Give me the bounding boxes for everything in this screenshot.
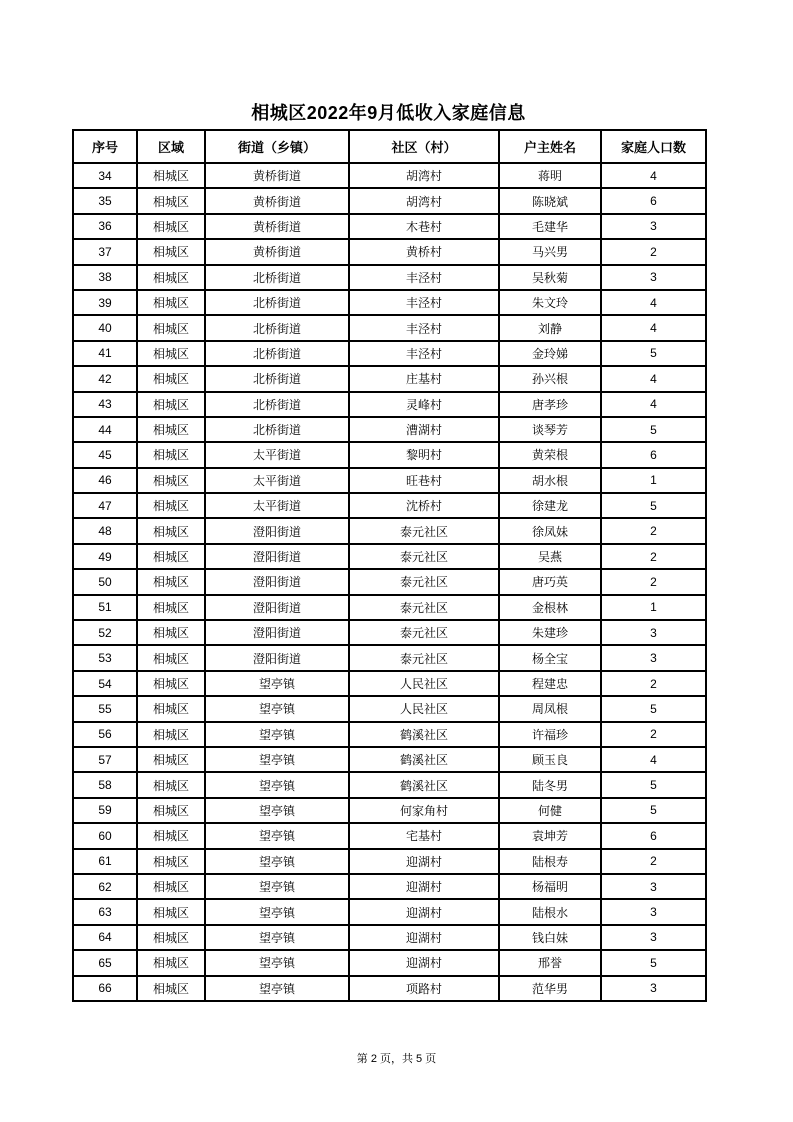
table-cell: 黄桥街道 xyxy=(205,188,349,213)
table-cell: 63 xyxy=(73,899,137,924)
table-cell: 泰元社区 xyxy=(349,544,499,569)
table-row xyxy=(73,569,706,594)
table-row xyxy=(73,417,706,442)
table-row xyxy=(73,442,706,467)
table-cell: 4 xyxy=(601,747,706,772)
table-cell: 钱白妹 xyxy=(499,925,601,950)
table-header-row xyxy=(73,130,706,163)
table-cell: 45 xyxy=(73,442,137,467)
table-cell: 澄阳街道 xyxy=(205,544,349,569)
table-cell: 1 xyxy=(601,595,706,620)
table-cell: 2 xyxy=(601,671,706,696)
table-cell: 3 xyxy=(601,976,706,1001)
table-cell: 唐孝珍 xyxy=(499,392,601,417)
table-row xyxy=(73,595,706,620)
table-cell: 相城区 xyxy=(137,772,205,797)
table-cell: 澄阳街道 xyxy=(205,645,349,670)
table-cell: 59 xyxy=(73,798,137,823)
table-cell: 沈桥村 xyxy=(349,493,499,518)
table-cell: 胡湾村 xyxy=(349,188,499,213)
table-cell: 鹤溪社区 xyxy=(349,722,499,747)
table-cell: 34 xyxy=(73,163,137,188)
table-cell: 太平街道 xyxy=(205,442,349,467)
table-cell: 吴燕 xyxy=(499,544,601,569)
table-cell: 人民社区 xyxy=(349,671,499,696)
table-cell: 太平街道 xyxy=(205,493,349,518)
table-cell: 望亭镇 xyxy=(205,976,349,1001)
table-cell: 望亭镇 xyxy=(205,874,349,899)
table-cell: 望亭镇 xyxy=(205,671,349,696)
table-cell: 孙兴根 xyxy=(499,366,601,391)
table-cell: 顾玉良 xyxy=(499,747,601,772)
table-cell: 相城区 xyxy=(137,493,205,518)
table-row xyxy=(73,747,706,772)
table-row xyxy=(73,468,706,493)
table-cell: 3 xyxy=(601,214,706,239)
table-cell: 相城区 xyxy=(137,620,205,645)
table-cell: 42 xyxy=(73,366,137,391)
table-cell: 5 xyxy=(601,493,706,518)
table-cell: 49 xyxy=(73,544,137,569)
table-row xyxy=(73,265,706,290)
table-row xyxy=(73,696,706,721)
table-cell: 相城区 xyxy=(137,950,205,975)
table-cell: 54 xyxy=(73,671,137,696)
table-cell: 相城区 xyxy=(137,722,205,747)
table-cell: 蒋明 xyxy=(499,163,601,188)
table-cell: 61 xyxy=(73,849,137,874)
table-cell: 相城区 xyxy=(137,671,205,696)
table-cell: 金玲娣 xyxy=(499,341,601,366)
table-cell: 丰泾村 xyxy=(349,265,499,290)
table-cell: 泰元社区 xyxy=(349,569,499,594)
table-cell: 迎湖村 xyxy=(349,950,499,975)
table-cell: 北桥街道 xyxy=(205,417,349,442)
table-row xyxy=(73,899,706,924)
table-cell: 相城区 xyxy=(137,188,205,213)
table-cell: 望亭镇 xyxy=(205,950,349,975)
table-cell: 相城区 xyxy=(137,392,205,417)
table-cell: 相城区 xyxy=(137,874,205,899)
table-row xyxy=(73,950,706,975)
table-row xyxy=(73,392,706,417)
table-cell: 望亭镇 xyxy=(205,849,349,874)
table-cell: 3 xyxy=(601,925,706,950)
table-cell: 62 xyxy=(73,874,137,899)
table-cell: 相城区 xyxy=(137,925,205,950)
table-cell: 望亭镇 xyxy=(205,722,349,747)
table-cell: 泰元社区 xyxy=(349,518,499,543)
table-cell: 相城区 xyxy=(137,645,205,670)
table-cell: 北桥街道 xyxy=(205,392,349,417)
table-cell: 50 xyxy=(73,569,137,594)
table-cell: 5 xyxy=(601,950,706,975)
table-cell: 2 xyxy=(601,849,706,874)
table-cell: 周凤根 xyxy=(499,696,601,721)
table-cell: 胡湾村 xyxy=(349,163,499,188)
table-cell: 袁坤芳 xyxy=(499,823,601,848)
table-row xyxy=(73,620,706,645)
table-cell: 相城区 xyxy=(137,747,205,772)
table-cell: 4 xyxy=(601,290,706,315)
table-cell: 望亭镇 xyxy=(205,696,349,721)
table-cell: 北桥街道 xyxy=(205,290,349,315)
table-cell: 51 xyxy=(73,595,137,620)
table-cell: 望亭镇 xyxy=(205,899,349,924)
table-row xyxy=(73,163,706,188)
table-cell: 相城区 xyxy=(137,442,205,467)
page-title: 相城区2022年9月低收入家庭信息 xyxy=(251,103,526,123)
column-header: 区域 xyxy=(137,130,205,163)
table-cell: 相城区 xyxy=(137,518,205,543)
table-row xyxy=(73,671,706,696)
table-row xyxy=(73,925,706,950)
table-cell: 5 xyxy=(601,417,706,442)
table-cell: 旺巷村 xyxy=(349,468,499,493)
table-cell: 5 xyxy=(601,696,706,721)
table-row xyxy=(73,645,706,670)
table-cell: 北桥街道 xyxy=(205,265,349,290)
table-cell: 3 xyxy=(601,645,706,670)
table-cell: 泰元社区 xyxy=(349,620,499,645)
table-cell: 丰泾村 xyxy=(349,315,499,340)
table-cell: 太平街道 xyxy=(205,468,349,493)
table-cell: 5 xyxy=(601,772,706,797)
table-cell: 北桥街道 xyxy=(205,315,349,340)
table-cell: 相城区 xyxy=(137,899,205,924)
table-cell: 毛建华 xyxy=(499,214,601,239)
table-row xyxy=(73,290,706,315)
table-cell: 3 xyxy=(601,265,706,290)
table-cell: 何家角村 xyxy=(349,798,499,823)
table-cell: 何健 xyxy=(499,798,601,823)
table-cell: 唐巧英 xyxy=(499,569,601,594)
table-cell: 2 xyxy=(601,569,706,594)
table-cell: 46 xyxy=(73,468,137,493)
table-cell: 澄阳街道 xyxy=(205,569,349,594)
table-row xyxy=(73,518,706,543)
table-cell: 相城区 xyxy=(137,315,205,340)
table-cell: 望亭镇 xyxy=(205,747,349,772)
table-cell: 相城区 xyxy=(137,544,205,569)
table-cell: 漕湖村 xyxy=(349,417,499,442)
table-cell: 邢誉 xyxy=(499,950,601,975)
table-cell: 朱建珍 xyxy=(499,620,601,645)
table-row xyxy=(73,798,706,823)
table-cell: 41 xyxy=(73,341,137,366)
table-cell: 范华男 xyxy=(499,976,601,1001)
table-cell: 陆根寿 xyxy=(499,849,601,874)
table-cell: 56 xyxy=(73,722,137,747)
table-cell: 5 xyxy=(601,341,706,366)
table-row xyxy=(73,493,706,518)
table-row xyxy=(73,239,706,264)
table-cell: 刘静 xyxy=(499,315,601,340)
table-row xyxy=(73,772,706,797)
table-cell: 望亭镇 xyxy=(205,772,349,797)
table-cell: 迎湖村 xyxy=(349,925,499,950)
low-income-family-table xyxy=(72,129,707,1002)
table-cell: 项路村 xyxy=(349,976,499,1001)
table-row xyxy=(73,188,706,213)
table-row xyxy=(73,823,706,848)
table-cell: 黄荣根 xyxy=(499,442,601,467)
table-cell: 北桥街道 xyxy=(205,341,349,366)
table-cell: 4 xyxy=(601,392,706,417)
table-cell: 澄阳街道 xyxy=(205,518,349,543)
table-cell: 52 xyxy=(73,620,137,645)
table-cell: 胡水根 xyxy=(499,468,601,493)
table-cell: 望亭镇 xyxy=(205,823,349,848)
table-cell: 5 xyxy=(601,798,706,823)
table-cell: 黄桥街道 xyxy=(205,239,349,264)
table-cell: 66 xyxy=(73,976,137,1001)
table-cell: 澄阳街道 xyxy=(205,620,349,645)
table-cell: 相城区 xyxy=(137,163,205,188)
table-cell: 迎湖村 xyxy=(349,874,499,899)
table-cell: 泰元社区 xyxy=(349,595,499,620)
table-cell: 谈琴芳 xyxy=(499,417,601,442)
table-cell: 相城区 xyxy=(137,290,205,315)
table-cell: 3 xyxy=(601,620,706,645)
table-cell: 35 xyxy=(73,188,137,213)
table-cell: 黄桥村 xyxy=(349,239,499,264)
table-cell: 相城区 xyxy=(137,341,205,366)
table-cell: 相城区 xyxy=(137,569,205,594)
table-cell: 陈晓斌 xyxy=(499,188,601,213)
table-cell: 64 xyxy=(73,925,137,950)
table-row xyxy=(73,722,706,747)
table-cell: 57 xyxy=(73,747,137,772)
table-cell: 44 xyxy=(73,417,137,442)
table-row xyxy=(73,315,706,340)
table-cell: 相城区 xyxy=(137,849,205,874)
table-cell: 北桥街道 xyxy=(205,366,349,391)
table-cell: 4 xyxy=(601,315,706,340)
table-cell: 黄桥街道 xyxy=(205,214,349,239)
table-cell: 2 xyxy=(601,544,706,569)
table-cell: 6 xyxy=(601,442,706,467)
table-cell: 庄基村 xyxy=(349,366,499,391)
table-cell: 朱文玲 xyxy=(499,290,601,315)
table-cell: 丰泾村 xyxy=(349,341,499,366)
table-cell: 相城区 xyxy=(137,265,205,290)
table-cell: 人民社区 xyxy=(349,696,499,721)
table-row xyxy=(73,874,706,899)
table-cell: 37 xyxy=(73,239,137,264)
column-header: 序号 xyxy=(73,130,137,163)
table-cell: 陆根水 xyxy=(499,899,601,924)
table-cell: 36 xyxy=(73,214,137,239)
table-cell: 鹤溪社区 xyxy=(349,772,499,797)
table-cell: 金根林 xyxy=(499,595,601,620)
table-cell: 徐建龙 xyxy=(499,493,601,518)
table-cell: 3 xyxy=(601,899,706,924)
table-cell: 黎明村 xyxy=(349,442,499,467)
table-cell: 相城区 xyxy=(137,366,205,391)
table-cell: 相城区 xyxy=(137,798,205,823)
table-cell: 陆冬男 xyxy=(499,772,601,797)
table-cell: 迎湖村 xyxy=(349,899,499,924)
table-cell: 6 xyxy=(601,188,706,213)
column-header: 社区（村） xyxy=(349,130,499,163)
table-cell: 黄桥街道 xyxy=(205,163,349,188)
table-cell: 望亭镇 xyxy=(205,925,349,950)
table-cell: 4 xyxy=(601,366,706,391)
table-cell: 39 xyxy=(73,290,137,315)
table-cell: 许福珍 xyxy=(499,722,601,747)
table-cell: 4 xyxy=(601,163,706,188)
table-cell: 杨福明 xyxy=(499,874,601,899)
table-row xyxy=(73,976,706,1001)
table-cell: 迎湖村 xyxy=(349,849,499,874)
table-cell: 相城区 xyxy=(137,976,205,1001)
table-cell: 相城区 xyxy=(137,214,205,239)
table-cell: 泰元社区 xyxy=(349,645,499,670)
table-cell: 43 xyxy=(73,392,137,417)
table-cell: 徐凤妹 xyxy=(499,518,601,543)
table-cell: 丰泾村 xyxy=(349,290,499,315)
table-cell: 38 xyxy=(73,265,137,290)
table-cell: 55 xyxy=(73,696,137,721)
column-header: 街道（乡镇） xyxy=(205,130,349,163)
table-cell: 澄阳街道 xyxy=(205,595,349,620)
table-cell: 马兴男 xyxy=(499,239,601,264)
table-cell: 40 xyxy=(73,315,137,340)
table-cell: 相城区 xyxy=(137,696,205,721)
table-cell: 2 xyxy=(601,518,706,543)
table-cell: 宅基村 xyxy=(349,823,499,848)
table-row xyxy=(73,214,706,239)
table-cell: 相城区 xyxy=(137,595,205,620)
table-cell: 65 xyxy=(73,950,137,975)
column-header: 户主姓名 xyxy=(499,130,601,163)
column-header: 家庭人口数 xyxy=(601,130,706,163)
table-row xyxy=(73,849,706,874)
page-footer: 第 2 页，共 5 页 xyxy=(356,1053,437,1065)
table-cell: 木巷村 xyxy=(349,214,499,239)
table-cell: 相城区 xyxy=(137,417,205,442)
table-cell: 相城区 xyxy=(137,239,205,264)
table-row xyxy=(73,366,706,391)
table-cell: 杨全宝 xyxy=(499,645,601,670)
table-cell: 48 xyxy=(73,518,137,543)
table-cell: 程建忠 xyxy=(499,671,601,696)
table-cell: 吴秋菊 xyxy=(499,265,601,290)
table-cell: 47 xyxy=(73,493,137,518)
table-cell: 58 xyxy=(73,772,137,797)
table-cell: 6 xyxy=(601,823,706,848)
table-row xyxy=(73,544,706,569)
table-cell: 1 xyxy=(601,468,706,493)
table-cell: 相城区 xyxy=(137,823,205,848)
table-cell: 60 xyxy=(73,823,137,848)
table-cell: 53 xyxy=(73,645,137,670)
table-cell: 鹤溪社区 xyxy=(349,747,499,772)
table-cell: 2 xyxy=(601,239,706,264)
table-cell: 望亭镇 xyxy=(205,798,349,823)
table-cell: 3 xyxy=(601,874,706,899)
table-cell: 2 xyxy=(601,722,706,747)
table-row xyxy=(73,341,706,366)
table-cell: 灵峰村 xyxy=(349,392,499,417)
table-cell: 相城区 xyxy=(137,468,205,493)
